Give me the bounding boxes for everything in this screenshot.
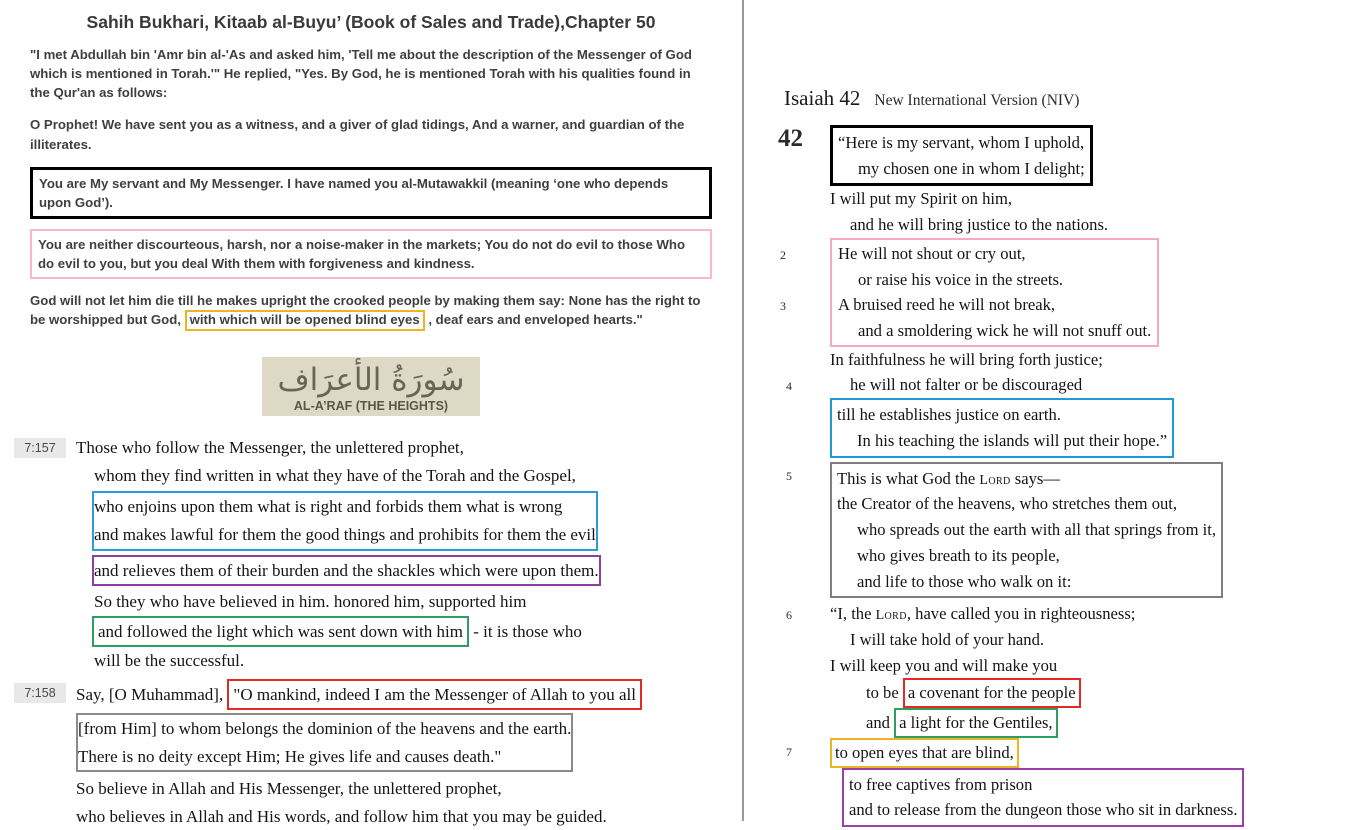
isaiah-line-group-3b (772, 347, 1350, 373)
isaiah-title: Isaiah 42 (784, 86, 861, 110)
verse-line: and he will bring justice to the nations. (850, 215, 1109, 235)
verse-line-covenant (830, 678, 1350, 708)
final-para-start: God will not let him die till he makes upright the crooked people by making them say: None has the right to be worshipped but God, (30, 293, 701, 328)
highlight-box-purple (842, 768, 1244, 827)
hadith-body (0, 45, 742, 331)
verse-number: 6 (786, 608, 792, 623)
highlight-box-pink (780, 238, 1159, 347)
highlight-box-blue (830, 398, 1174, 457)
highlight-box-purple (92, 555, 601, 587)
highlight-box-blue (92, 491, 598, 550)
verse-number: 7 (786, 744, 792, 759)
verse-line: who enjoins upon them what is right and forbids them what is wrong (94, 497, 563, 517)
surah-banner (262, 357, 481, 417)
hadith-paragraph-2: O Prophet! We have sent you as a witness, and a giver of glad tidings, And a warner, and guardian of the illiterates. (30, 117, 685, 152)
verse-lines (838, 292, 1151, 343)
surah-banner-wrap (0, 357, 742, 417)
surah-name-latin: AL-A’RAF (THE HEIGHTS) (293, 398, 449, 413)
verse-number: 2 (780, 247, 786, 262)
highlight-box-gray (76, 713, 573, 772)
verse-lines (830, 738, 1350, 827)
isaiah-body (772, 125, 1350, 827)
verse-line: “Here is my servant, whom I uphold, (838, 133, 1085, 152)
verse-lines (830, 398, 1350, 457)
verse-line: whom they find written in what they have of the Torah and the Gospel, (94, 465, 576, 485)
verse-line-prefix: Say, [O Muhammad], (76, 684, 224, 704)
final-para-end: , deaf ears and enveloped hearts." (428, 312, 643, 328)
verse-line: who gives breath to its people, (857, 545, 1060, 565)
verse-line: who spreads out the earth with all that springs from it, (857, 520, 1217, 540)
verse-line-green (76, 616, 720, 648)
verse-lines (830, 125, 1350, 186)
verse-line: I will keep you and will make you (830, 655, 1058, 675)
divine-name-smallcaps: Lord (875, 608, 907, 624)
highlight-box-red: a covenant for the people (903, 678, 1081, 708)
quran-verse-7-157 (14, 434, 720, 674)
line-prefix: to be (866, 683, 899, 703)
verse-line: or raise his voice in the streets. (858, 269, 1064, 289)
verse-line-light (830, 708, 1350, 738)
final-para-highlight: with which will be opened blind eyes (185, 310, 425, 331)
hadith-boxed-black: You are My servant and My Messenger. I have named you al-Mutawakkil (meaning ‘one who depends upon God’). (30, 167, 712, 219)
isaiah-verse-2 (780, 241, 1151, 292)
isaiah-verse-3 (780, 292, 1151, 343)
verse-line-wrap (830, 768, 1350, 827)
hadith-paragraph-1: "I met Abdullah bin 'Amr bin al-'As and asked him, 'Tell me about the description of the Messenger of God which is mentioned in Torah.'" He replied, "Yes. By God, he is mentioned Torah with his qualities found in the Qur'an as follows: (30, 47, 692, 101)
isaiah-verse-6 (772, 601, 1350, 738)
verse-lines (838, 241, 1151, 292)
hadith-paragraph-final (30, 291, 712, 331)
verse-line-blind (830, 738, 1350, 768)
verse-lines (830, 372, 1350, 398)
page-title: Sahih Bukhari, Kitaab al-Buyu’ (Book of Sales and Trade),Chapter 50 (86, 12, 656, 32)
verse-line: to free captives from prison (849, 774, 1033, 794)
verse-line-suffix: - it is those who (473, 621, 582, 641)
verse-line: till he establishes justice on earth. (837, 405, 1061, 425)
right-column-isaiah (744, 0, 1350, 821)
highlight-box-black (830, 125, 1093, 186)
hadith-boxed-pink: You are neither discourteous, harsh, nor a noise-maker in the markets; You do not do evil to those Who do evil to you, but you deal With them with forgiveness and kindness. (30, 229, 712, 279)
verse-line: he will not falter or be discouraged (850, 375, 1083, 395)
verse-lines (830, 347, 1350, 373)
highlight-box-green: and followed the light which was sent down with him (92, 616, 469, 648)
isaiah-verse-4 (772, 372, 1350, 398)
verse-lines (830, 186, 1350, 237)
verse-line: “I, the Lord, have called you in righteousness; (830, 604, 1136, 624)
verse-number: 3 (780, 299, 786, 314)
verse-line: Those who follow the Messenger, the unlettered prophet, (76, 438, 464, 458)
verse-line: A bruised reed he will not break, (838, 295, 1056, 315)
verse-number: 42 (778, 125, 803, 152)
verse-line: and life to those who walk on it: (857, 571, 1072, 591)
verse-line: This is what God the Lord says— (837, 468, 1060, 488)
verse-lines (830, 601, 1350, 738)
isaiah-line-group-4b (772, 398, 1350, 457)
verse-line: will be the successful. (94, 651, 245, 671)
verse-line: He will not shout or cry out, (838, 243, 1026, 263)
quran-verse-7-158 (14, 679, 720, 830)
verse-line: I will put my Spirit on him, (830, 189, 1013, 209)
verse-line-red (76, 679, 720, 711)
quran-verses (0, 434, 742, 830)
verse-line: my chosen one in whom I delight; (858, 158, 1085, 178)
verse-number: 7:157 (14, 438, 66, 458)
highlight-box-gray (830, 462, 1223, 599)
verse-line: and to release from the dungeon those who sit in darkness. (849, 800, 1238, 820)
verse-line: So they who have believed in him. honored him, supported him (94, 592, 527, 612)
verse-line: I will take hold of your hand. (850, 629, 1045, 649)
verse-line: There is no deity except Him; He gives life and causes death." (78, 746, 502, 766)
verse-line: In his teaching the islands will put their hope.” (857, 430, 1168, 450)
divine-name-smallcaps: Lord (979, 472, 1011, 488)
isaiah-verse-7 (772, 738, 1350, 827)
isaiah-version: New International Version (NIV) (874, 92, 1080, 109)
verse-line: who believes in Allah and His words, and follow him that you may be guided. (76, 806, 607, 826)
verse-lines (66, 679, 720, 830)
isaiah-line-group-1b (772, 186, 1350, 237)
highlight-box-red: "O mankind, indeed I am the Messenger of Allah to you all (227, 679, 642, 711)
verse-number: 4 (786, 379, 792, 394)
surah-name-arabic: سُورَةُ الأعرَاف (277, 361, 465, 398)
highlight-box-green: a light for the Gentiles, (894, 708, 1057, 738)
verse-number: 7:158 (14, 683, 66, 703)
verse-number: 5 (786, 468, 792, 483)
isaiah-verse-5 (772, 462, 1350, 599)
verse-lines (66, 434, 720, 674)
isaiah-verse-42 (772, 125, 1350, 186)
isaiah-heading (784, 86, 1350, 111)
verse-line: and makes lawful for them the good things and prohibits for them the evil (94, 525, 596, 544)
verse-line: the Creator of the heavens, who stretches them out, (837, 494, 1178, 514)
verse-line: and a smoldering wick he will not snuff out. (858, 321, 1152, 341)
verse-line: and relieves them of their burden and the shackles which were upon them. (94, 560, 599, 580)
verse-line: In faithfulness he will bring forth justice; (830, 349, 1103, 369)
verse-lines (830, 462, 1350, 599)
line-prefix: and (866, 713, 890, 733)
highlight-box-yellow: to open eyes that are blind, (830, 738, 1019, 768)
verse-line: So believe in Allah and His Messenger, the unlettered prophet, (76, 779, 502, 799)
verse-line: [from Him] to whom belongs the dominion of the heavens and the earth. (78, 719, 572, 739)
